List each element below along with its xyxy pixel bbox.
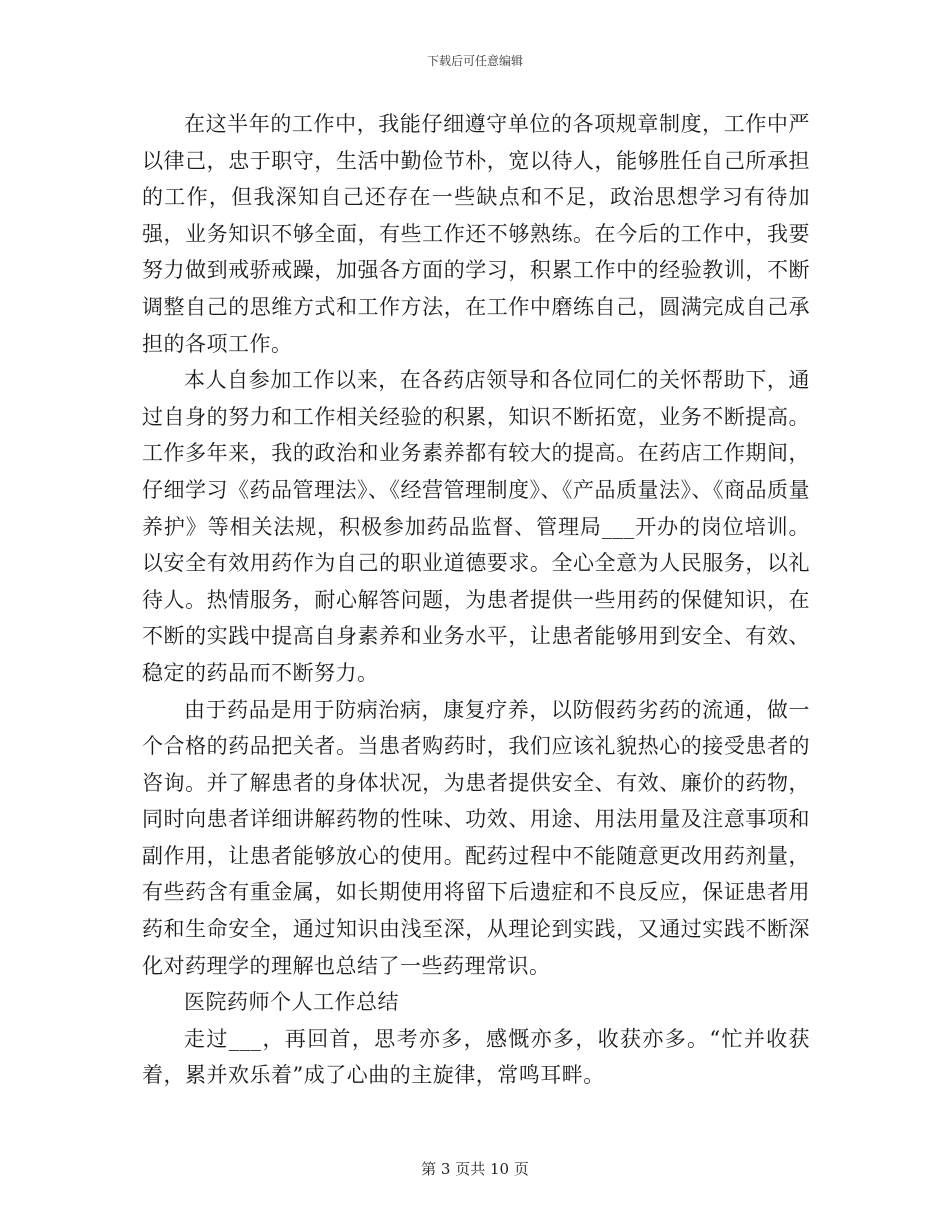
page-header: 下载后可任意编辑 bbox=[426, 54, 523, 68]
page-number: 第 3 页共 10 页 bbox=[421, 1160, 529, 1178]
paragraph-reflection: 走过___，再回首，思考亦多，感慨亦多，收获亦多。“忙并收获着，累并欢乐着”成了心曲的主旋律，常鸣耳畔。 bbox=[142, 1026, 810, 1088]
paragraph-work-summary: 在这半年的工作中，我能仔细遵守单位的各项规章制度，工作中严以律己，忠于职守，生活中勤俭节朴，宽以待人，能够胜任自己所承担的工作，但我深知自己还存在一些缺点和不足，政治思想学习有待加强，业务知识不够全面，有些工作还不够熟练。在今后的工作中，我要努力做到戒骄戒躁，加强各方面的学习，积累工作中的经验教训，不断调整自己的思维方式和工作方法，在工作中磨练自己，圆满完成自己承担的各项工作。 bbox=[142, 112, 810, 356]
document-body bbox=[142, 106, 810, 1094]
paragraph-drug-gatekeeper: 由于药品是用于防病治病，康复疗养，以防假药劣药的流通，做一个合格的药品把关者。当患者购药时，我们应该礼貌热心的接受患者的咨询。并了解患者的身体状况，为患者提供安全、有效、廉价的药物，同时向患者详细讲解药物的性味、功效、用途、用法用量及注意事项和副作用，让患者能够放心的使用。配药过程中不能随意更改用药剂量，有些药含有重金属，如长期使用将留下后遗症和不良反应，保证患者用药和生命安全，通过知识由浅至深，从理论到实践，又通过实践不断深化对药理学的理解也总结了一些药理常识。 bbox=[142, 697, 810, 978]
paragraph-pharmacy-experience: 本人自参加工作以来，在各药店领导和各位同仁的关怀帮助下，通过自身的努力和工作相关经验的积累，知识不断拓宽，业务不断提高。工作多年来，我的政治和业务素养都有较大的提高。在药店工作期间，仔细学习《药品管理法》、《经营管理制度》、《产品质量法》、《商品质量养护》等相关法规，积极参加药品监督、管理局___开办的岗位培训。以安全有效用药作为自己的职业道德要求。全心全意为人民服务，以礼待人。热情服务，耐心解答问题，为患者提供一些用药的保健知识，在不断的实践中提高自身素养和业务水平，让患者能够用到安全、有效、稳定的药品而不断努力。 bbox=[142, 368, 810, 685]
section-heading: 医院药师个人工作总结 bbox=[184, 990, 399, 1015]
